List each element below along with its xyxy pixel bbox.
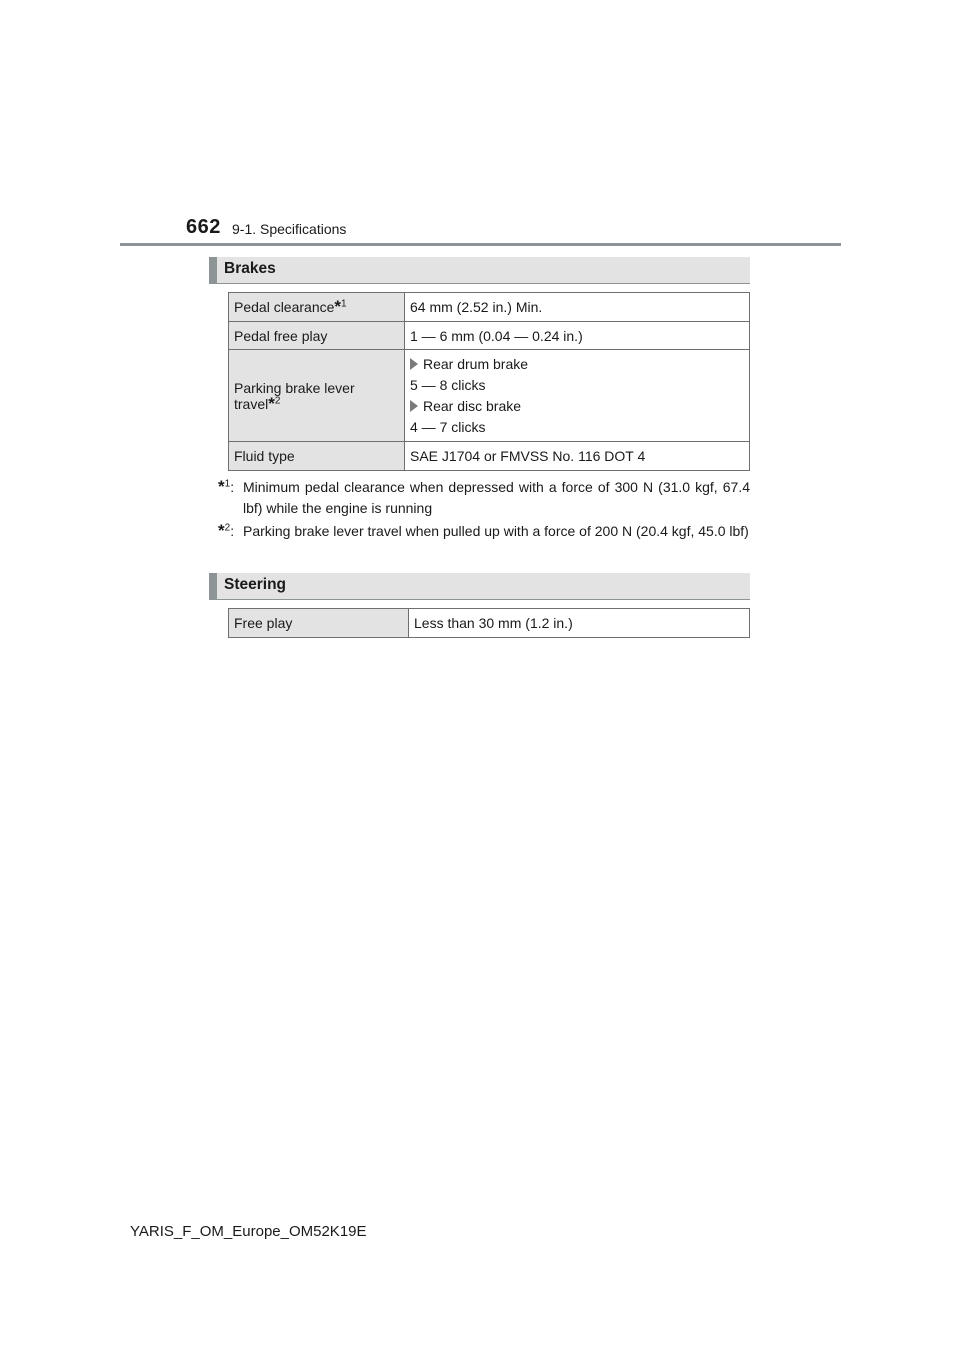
- table-row: [229, 322, 750, 350]
- footnote-1: [218, 477, 750, 519]
- footer-document-code: YARIS_F_OM_Europe_OM52K19E: [130, 1223, 367, 1240]
- footnote-star-icon: *: [334, 297, 342, 316]
- table-row: [229, 442, 750, 471]
- footnote-text: Parking brake lever travel when pulled up with a force of 200 N (20.4 kgf, 45.0 lbf): [243, 523, 749, 539]
- parking-brake-label: Parking brake lever travel: [234, 379, 355, 412]
- table-cell-value: 1 — 6 mm (0.04 — 0.24 in.): [405, 322, 750, 350]
- footnote-star-icon: *: [218, 477, 225, 496]
- triangle-bullet-icon: [410, 400, 418, 412]
- bullet-value: 5 — 8 clicks: [410, 377, 486, 393]
- bullet-title: Rear disc brake: [423, 398, 522, 414]
- bullet-title: Rear drum brake: [423, 356, 529, 372]
- section-title: 9-1. Specifications: [232, 221, 347, 237]
- footnote-ref: 2: [274, 394, 281, 406]
- pedal-clearance-label: Pedal clearance: [234, 299, 335, 315]
- table-cell-label: Fluid type: [229, 442, 405, 471]
- footnote-marker: *$^2$:: [218, 521, 235, 540]
- footnote-2: [218, 521, 750, 542]
- header-rule: [120, 243, 841, 246]
- table-cell-value: Less than 30 mm (1.2 in.): [409, 609, 750, 638]
- table-row: [229, 350, 750, 442]
- steering-section-bar: [209, 573, 750, 600]
- steering-section-title: Steering: [224, 576, 287, 593]
- footnote-number: 1: [224, 478, 231, 490]
- bullet-value: 4 — 7 clicks: [410, 419, 486, 435]
- brakes-table: [228, 292, 750, 471]
- triangle-bullet-icon: [410, 358, 418, 370]
- table-cell-value: SAE J1704 or FMVSS No. 116 DOT 4: [405, 442, 750, 471]
- steering-table: [228, 608, 750, 638]
- footnote-text: Minimum pedal clearance when depressed with a force of 300 N (31.0 kgf, 67.4 lbf) while the engine is running: [243, 479, 750, 516]
- table-cell-label: Free play: [229, 609, 409, 638]
- bullet-item: [410, 354, 744, 375]
- table-row: [229, 609, 750, 638]
- footnote-marker: *$^1$:: [218, 477, 235, 496]
- footnote-star-icon: *: [268, 393, 275, 413]
- brakes-section-title: Brakes: [224, 260, 276, 277]
- table-cell-label: Pedal free play: [229, 322, 405, 350]
- page-number: 662: [186, 216, 221, 238]
- table-cell-value: [405, 350, 750, 442]
- footnote-star-icon: *: [218, 521, 225, 540]
- footnote-ref: 1: [341, 298, 347, 310]
- table-row: [229, 293, 750, 322]
- table-cell-label: [229, 350, 405, 442]
- bullet-item: [410, 396, 744, 417]
- table-cell-value: 64 mm (2.52 in.) Min.: [405, 293, 750, 322]
- brakes-section-bar: [209, 257, 750, 284]
- table-cell-label: [229, 293, 405, 322]
- footnote-number: 2: [224, 522, 231, 534]
